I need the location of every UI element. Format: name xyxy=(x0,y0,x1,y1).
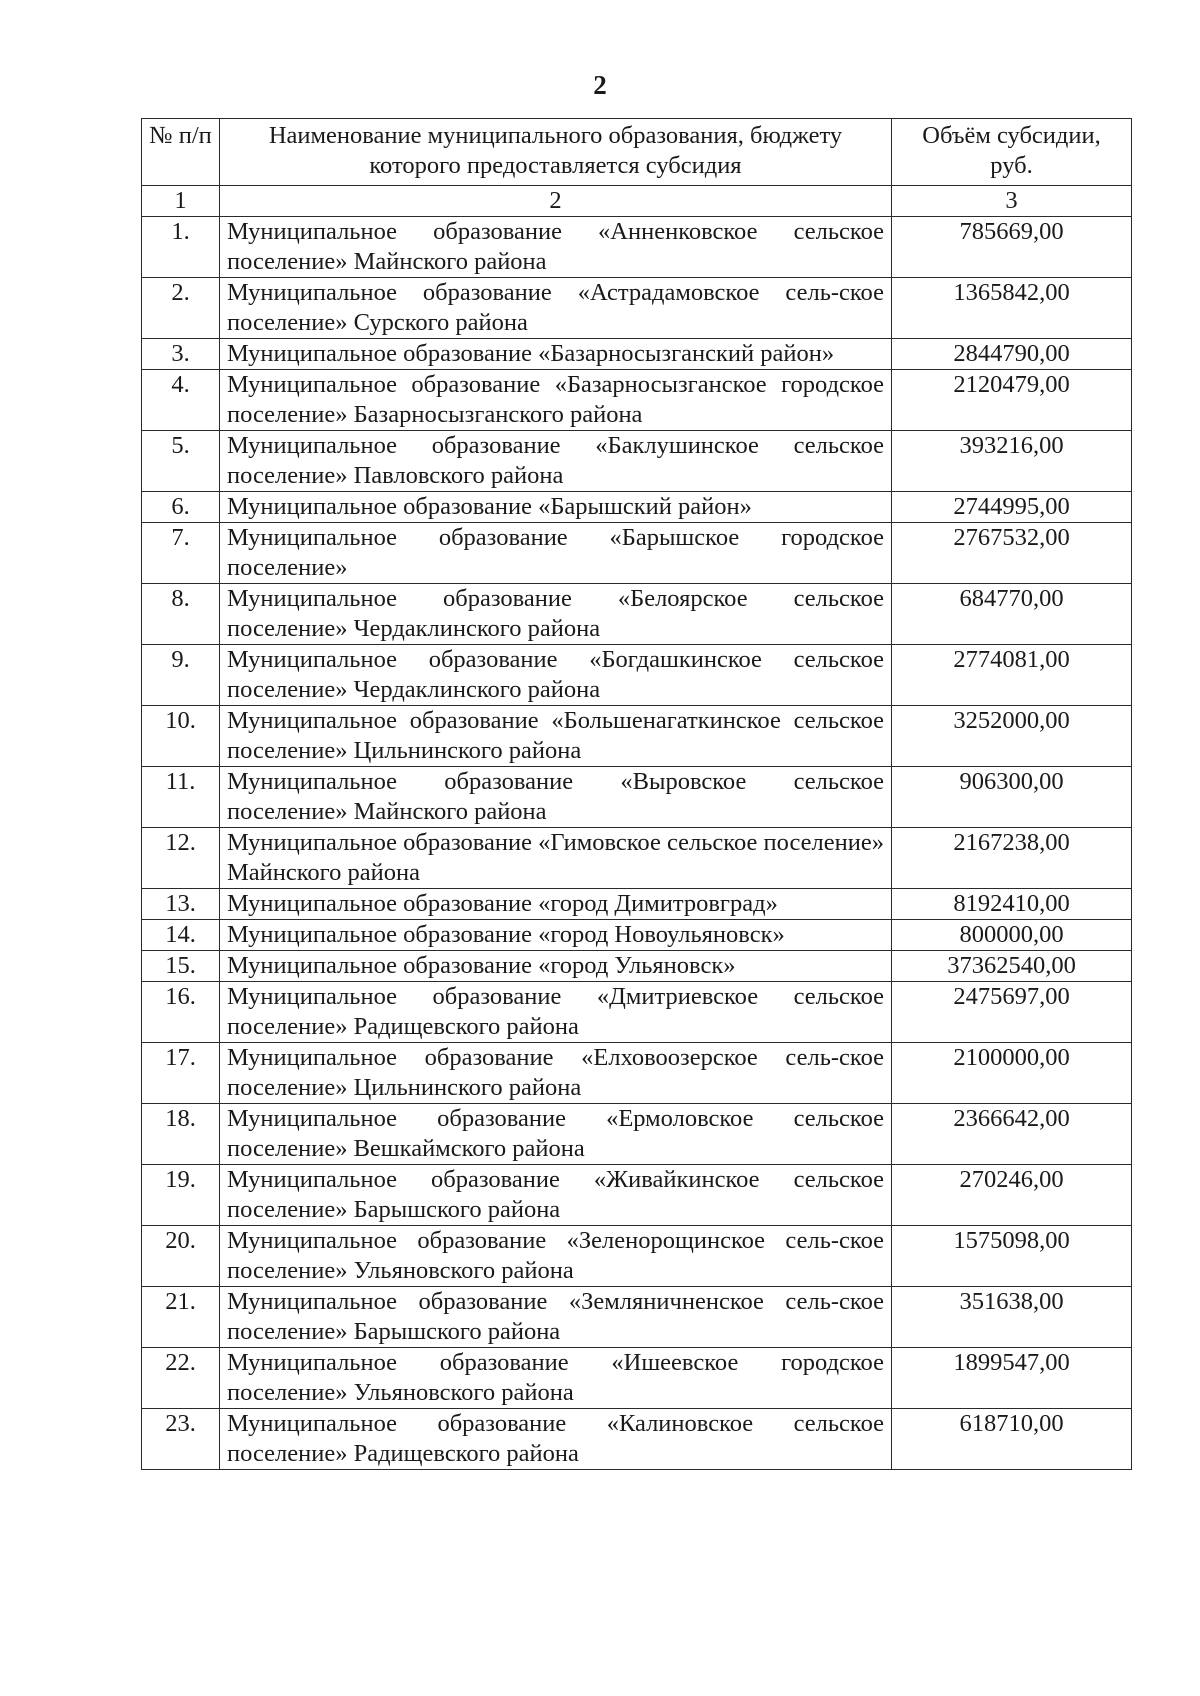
table-row xyxy=(142,828,1132,889)
table-row xyxy=(142,767,1132,828)
row-number: 16. xyxy=(142,982,220,1043)
table-row xyxy=(142,982,1132,1043)
header-number: № п/п xyxy=(142,119,220,186)
row-number: 7. xyxy=(142,523,220,584)
table-row xyxy=(142,1409,1132,1470)
row-number: 22. xyxy=(142,1348,220,1409)
row-subsidy-amount: 393216,00 xyxy=(892,431,1132,492)
row-municipality-name: Муниципальное образование «Барышское городское поселение» xyxy=(220,523,892,584)
row-subsidy-amount: 1899547,00 xyxy=(892,1348,1132,1409)
index-col-3: 3 xyxy=(892,186,1132,217)
row-number: 3. xyxy=(142,339,220,370)
table-index-row xyxy=(142,186,1132,217)
row-subsidy-amount: 785669,00 xyxy=(892,217,1132,278)
row-municipality-name: Муниципальное образование «Белоярское сельское поселение» Чердаклинского района xyxy=(220,584,892,645)
row-number: 12. xyxy=(142,828,220,889)
row-subsidy-amount: 2844790,00 xyxy=(892,339,1132,370)
row-municipality-name: Муниципальное образование «Гимовское сельское поселение» Майнского района xyxy=(220,828,892,889)
row-number: 18. xyxy=(142,1104,220,1165)
row-subsidy-amount: 1575098,00 xyxy=(892,1226,1132,1287)
table-row xyxy=(142,278,1132,339)
row-municipality-name: Муниципальное образование «Калиновское сельское поселение» Радищевского района xyxy=(220,1409,892,1470)
row-municipality-name: Муниципальное образование «Елховоозерское сель-ское поселение» Цильнинского района xyxy=(220,1043,892,1104)
table-row xyxy=(142,645,1132,706)
row-municipality-name: Муниципальное образование «Большенагаткинское сельское поселение» Цильнинского района xyxy=(220,706,892,767)
row-number: 9. xyxy=(142,645,220,706)
row-number: 4. xyxy=(142,370,220,431)
row-number: 20. xyxy=(142,1226,220,1287)
row-municipality-name: Муниципальное образование «город Ульяновск» xyxy=(220,951,892,982)
row-municipality-name: Муниципальное образование «Анненковское сельское поселение» Майнского района xyxy=(220,217,892,278)
table-row xyxy=(142,706,1132,767)
table-row xyxy=(142,1226,1132,1287)
row-municipality-name: Муниципальное образование «Барышский район» xyxy=(220,492,892,523)
table-row xyxy=(142,584,1132,645)
row-municipality-name: Муниципальное образование «город Димитровград» xyxy=(220,889,892,920)
row-subsidy-amount: 351638,00 xyxy=(892,1287,1132,1348)
row-subsidy-amount: 8192410,00 xyxy=(892,889,1132,920)
row-subsidy-amount: 2767532,00 xyxy=(892,523,1132,584)
row-municipality-name: Муниципальное образование «Базарносызганское городское поселение» Базарносызганского района xyxy=(220,370,892,431)
row-subsidy-amount: 684770,00 xyxy=(892,584,1132,645)
row-number: 15. xyxy=(142,951,220,982)
table-row xyxy=(142,889,1132,920)
row-number: 11. xyxy=(142,767,220,828)
subsidy-table xyxy=(141,118,1132,1470)
table-row xyxy=(142,339,1132,370)
header-municipality-name: Наименование муниципального образования, бюджету которого предоставляется субсидия xyxy=(220,119,892,186)
table-row xyxy=(142,1165,1132,1226)
row-subsidy-amount: 2744995,00 xyxy=(892,492,1132,523)
row-subsidy-amount: 800000,00 xyxy=(892,920,1132,951)
row-number: 14. xyxy=(142,920,220,951)
table-row xyxy=(142,492,1132,523)
row-municipality-name: Муниципальное образование «город Новоульяновск» xyxy=(220,920,892,951)
row-subsidy-amount: 2100000,00 xyxy=(892,1043,1132,1104)
row-number: 10. xyxy=(142,706,220,767)
row-subsidy-amount: 2120479,00 xyxy=(892,370,1132,431)
row-municipality-name: Муниципальное образование «Ишеевское городское поселение» Ульяновского района xyxy=(220,1348,892,1409)
row-number: 17. xyxy=(142,1043,220,1104)
index-col-2: 2 xyxy=(220,186,892,217)
row-municipality-name: Муниципальное образование «Ермоловское сельское поселение» Вешкаймского района xyxy=(220,1104,892,1165)
header-subsidy-amount: Объём субсидии, руб. xyxy=(892,119,1132,186)
table-row xyxy=(142,951,1132,982)
index-col-1: 1 xyxy=(142,186,220,217)
row-municipality-name: Муниципальное образование «Живайкинское сельское поселение» Барышского района xyxy=(220,1165,892,1226)
row-number: 8. xyxy=(142,584,220,645)
row-subsidy-amount: 37362540,00 xyxy=(892,951,1132,982)
row-municipality-name: Муниципальное образование «Астрадамовское сель-ское поселение» Сурского района xyxy=(220,278,892,339)
row-subsidy-amount: 2366642,00 xyxy=(892,1104,1132,1165)
row-municipality-name: Муниципальное образование «Земляничненское сель-ское поселение» Барышского района xyxy=(220,1287,892,1348)
row-number: 21. xyxy=(142,1287,220,1348)
row-municipality-name: Муниципальное образование «Зеленорощинское сель-ское поселение» Ульяновского района xyxy=(220,1226,892,1287)
row-number: 2. xyxy=(142,278,220,339)
row-municipality-name: Муниципальное образование «Дмитриевское сельское поселение» Радищевского района xyxy=(220,982,892,1043)
table-row xyxy=(142,920,1132,951)
row-number: 13. xyxy=(142,889,220,920)
row-municipality-name: Муниципальное образование «Богдашкинское сельское поселение» Чердаклинского района xyxy=(220,645,892,706)
table-row xyxy=(142,1104,1132,1165)
table-row xyxy=(142,431,1132,492)
row-subsidy-amount: 270246,00 xyxy=(892,1165,1132,1226)
row-municipality-name: Муниципальное образование «Базарносызганский район» xyxy=(220,339,892,370)
row-subsidy-amount: 1365842,00 xyxy=(892,278,1132,339)
row-municipality-name: Муниципальное образование «Выровское сельское поселение» Майнского района xyxy=(220,767,892,828)
table-row xyxy=(142,217,1132,278)
table-row xyxy=(142,1287,1132,1348)
table-row xyxy=(142,1043,1132,1104)
row-municipality-name: Муниципальное образование «Баклушинское сельское поселение» Павловского района xyxy=(220,431,892,492)
row-number: 23. xyxy=(142,1409,220,1470)
table-row xyxy=(142,370,1132,431)
row-number: 6. xyxy=(142,492,220,523)
row-subsidy-amount: 906300,00 xyxy=(892,767,1132,828)
row-subsidy-amount: 2475697,00 xyxy=(892,982,1132,1043)
row-number: 1. xyxy=(142,217,220,278)
table-row xyxy=(142,1348,1132,1409)
table-header-row xyxy=(142,119,1132,186)
row-subsidy-amount: 3252000,00 xyxy=(892,706,1132,767)
row-subsidy-amount: 618710,00 xyxy=(892,1409,1132,1470)
table-row xyxy=(142,523,1132,584)
row-number: 5. xyxy=(142,431,220,492)
row-subsidy-amount: 2167238,00 xyxy=(892,828,1132,889)
row-subsidy-amount: 2774081,00 xyxy=(892,645,1132,706)
row-number: 19. xyxy=(142,1165,220,1226)
page-number: 2 xyxy=(593,70,607,100)
